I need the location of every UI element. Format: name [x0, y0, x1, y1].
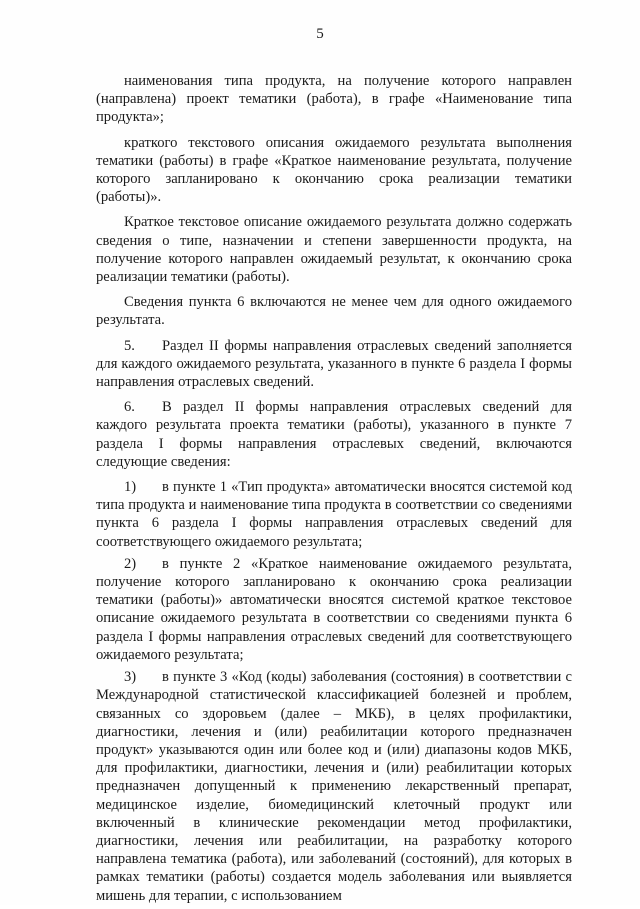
numbered-paragraph: 5. Раздел II формы направления отраслевых сведений заполняется для каждого ожидаемого результата, указанного в пункте 6 раздела I формы направления отраслевых сведений.: [96, 337, 572, 391]
paragraph: Краткое текстовое описание ожидаемого результата должно содержать сведения о типе, назначении и степени завершенности продукта, на получение которого направлен ожидаемый результат, к окончанию срока реализации тематики (работы).: [96, 214, 572, 286]
item-number: 3): [124, 669, 137, 686]
item-number: 1): [124, 479, 137, 496]
document-body: [96, 72, 572, 909]
item-number: 6.: [124, 399, 135, 416]
item-number: 2): [124, 555, 137, 572]
paragraph: краткого текстового описания ожидаемого результата выполнения тематики (работы) в графе «Краткое наименование результата, получение которого запланировано к окончанию срока реализации тематики (работы)».: [96, 134, 572, 206]
list-item: 1) в пункте 1 «Тип продукта» автоматически вносятся системой код типа продукта и наименование типа продукта в соответствии со сведениями пункта 6 раздела I формы направления отраслевых сведений для соответствующего ожидаемого результата;: [96, 479, 572, 550]
numbered-paragraph: 6. В раздел II формы направления отраслевых сведений для каждого результата проекта тематики (работы), указанного в пункте 7 раздела I формы направления отраслевых сведений, включаются следующие сведения:: [96, 399, 572, 470]
page-number: 5: [316, 26, 324, 42]
list-item: 2) в пункте 2 «Краткое наименование ожидаемого результата, получение которого запланировано к окончанию срока реализации тематики (работы)» автоматически вносятся системой краткое текстовое описание ожидаемого результата в соответствии со сведениями пункта 6 раздела I формы направления отраслевых сведений для соответствующего ожидаемого результата;: [96, 555, 572, 663]
paragraph: наименования типа продукта, на получение которого направлен (направлена) проект тематики (работа), в графе «Наименование типа продукта»;: [96, 73, 572, 126]
paragraph: Сведения пункта 6 включаются не менее чем для одного ожидаемого результата.: [96, 294, 572, 329]
item-number: 5.: [124, 337, 135, 354]
list-item: 3) в пункте 3 «Код (коды) заболевания (состояния) в соответствии с Международной статистической классификацией болезней и проблем, связанных со здоровьем (далее – МКБ), в целях профилактики, диагностики, лечения и (или) реабилитации которого предназначен продукт» указываются один или более код и (или) диапазоны кодов МКБ, для профилактики, диагностики, лечения и (или) реабилитации которых предназначен допущенный к применению лекарственный препарат, медицинское изделие, биомедицинский клеточный продукт или включенный в клинические рекомендации метод профилактики, диагностики, лечения или реабилитации, на разработку которого направлена тематика (работа), или заболеваний (состояний), для которых в рамках тематики (работы) создается модель заболевания или выявляется мишень для терапии, с использованием: [96, 669, 572, 904]
